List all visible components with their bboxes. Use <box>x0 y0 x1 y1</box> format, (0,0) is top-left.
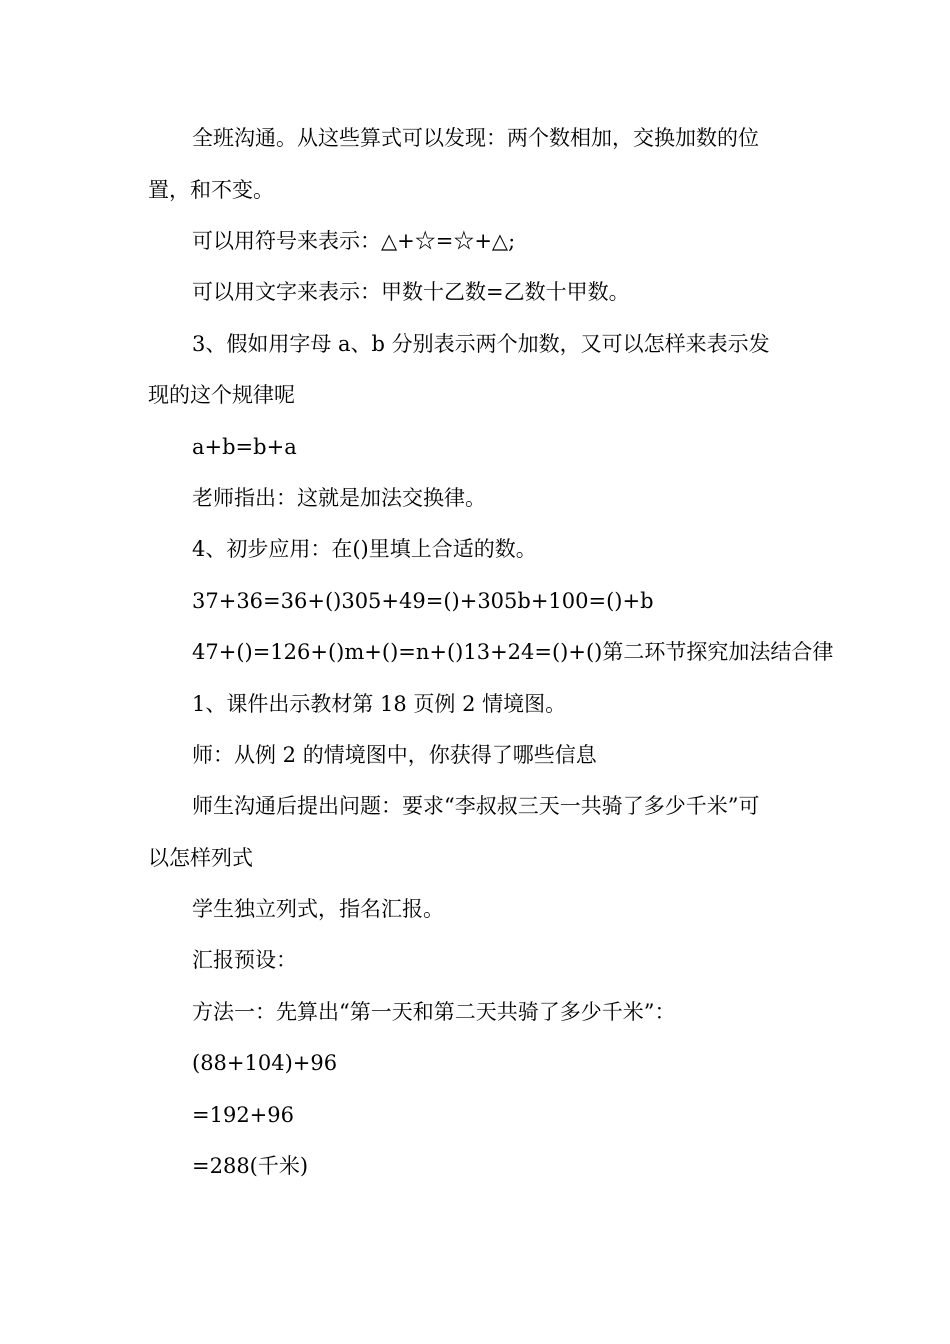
paragraph-line: 汇报预设： <box>192 948 297 972</box>
paragraph-line: 47+()=126+()m+()=n+()13+24=()+()第二环节探究加法结合律 <box>192 640 834 664</box>
paragraph-line: 全班沟通。从这些算式可以发现：两个数相加，交换加数的位 <box>192 126 759 150</box>
paragraph-line: 可以用符号来表示：△+☆=☆+△; <box>192 229 516 253</box>
paragraph-line: 可以用文字来表示：甲数十乙数=乙数十甲数。 <box>192 280 630 304</box>
paragraph-line: 以怎样列式 <box>148 846 253 870</box>
paragraph-line: 方法一：先算出“第一天和第二天共骑了多少千米”： <box>192 1000 676 1024</box>
paragraph-line: 置，和不变。 <box>148 178 274 202</box>
paragraph-line: 学生独立列式，指名汇报。 <box>192 897 444 921</box>
paragraph-line: 现的这个规律呢 <box>148 383 295 407</box>
formula-line: =192+96 <box>192 1103 294 1127</box>
paragraph-line: 37+36=36+()305+49=()+305b+100=()+b <box>192 589 654 613</box>
formula-line: =288(千米) <box>192 1154 309 1178</box>
paragraph-line: 师生沟通后提出问题：要求“李叔叔三天一共骑了多少千米”可 <box>192 794 760 818</box>
paragraph-line: 4、初步应用：在()里填上合适的数。 <box>192 537 537 561</box>
paragraph-line: 3、假如用字母 a、b 分别表示两个加数，又可以怎样来表示发 <box>192 332 770 356</box>
paragraph-line: a+b=b+a <box>192 435 297 459</box>
paragraph-line: 1、课件出示教材第 18 页例 2 情境图。 <box>192 692 567 716</box>
formula-line: (88+104)+96 <box>192 1051 338 1075</box>
paragraph-line: 老师指出：这就是加法交换律。 <box>192 486 486 510</box>
paragraph-line: 师：从例 2 的情境图中，你获得了哪些信息 <box>192 743 597 767</box>
